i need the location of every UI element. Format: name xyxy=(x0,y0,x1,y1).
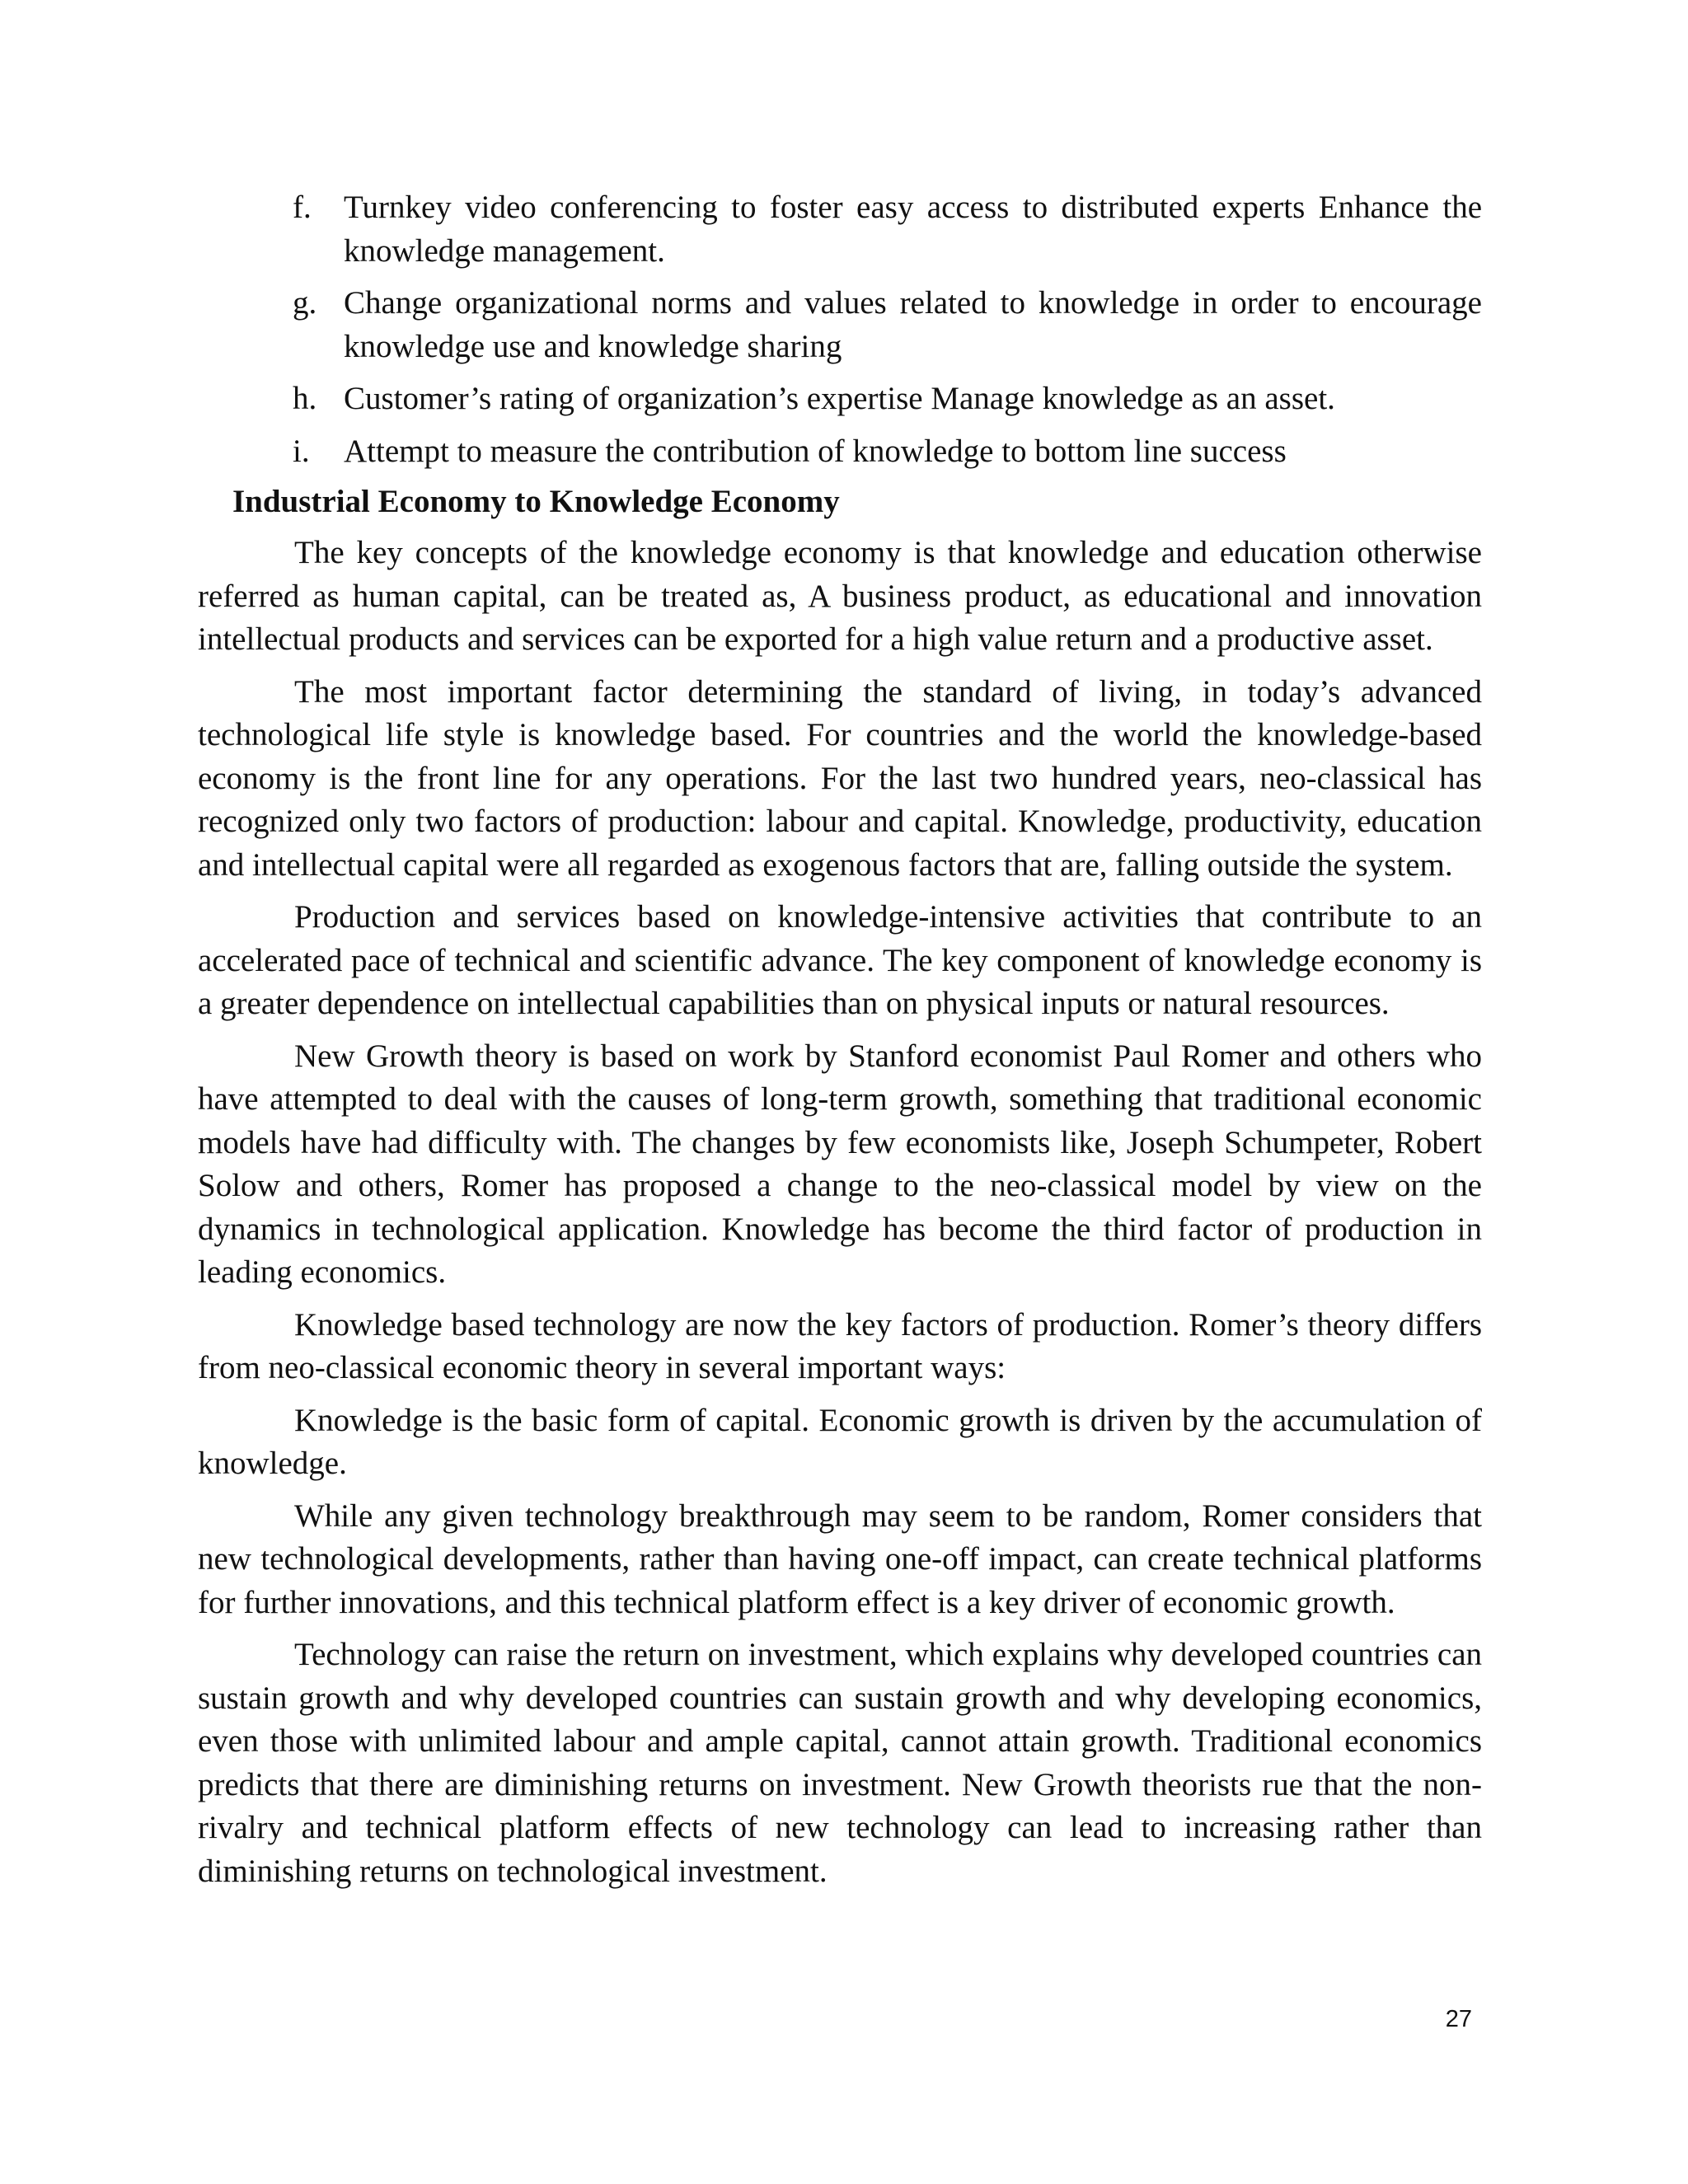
paragraph: The key concepts of the knowledge economy is that knowledge and education otherwise referred as human capital, can be treated as, A business product, as educational and innovation intellectual products and services can be exported for a high value return and a productive asset. xyxy=(198,535,1482,657)
paragraph: While any given technology breakthrough may seem to be random, Romer considers that new technological developments, rather than having one-off impact, can create technical platforms for further innovations, and this technical platform effect is a key driver of economic growth. xyxy=(198,1497,1482,1620)
list-item xyxy=(293,377,1482,421)
list-item-text: Customer’s rating of organization’s expertise Manage knowledge as an asset. xyxy=(344,381,1335,416)
list-item xyxy=(293,430,1482,474)
list-marker: f. xyxy=(293,190,312,225)
paragraph: Technology can raise the return on investment, which explains why developed countries can sustain growth and why developed countries can sustain growth and why developing economics, even those with unlimited labour and ample capital, cannot attain growth. Traditional economics predicts that there are diminishing returns on investment. New Growth theorists rue that the non-rivalry and technical platform effects of new technology can lead to increasing rather than diminishing returns on technological investment. xyxy=(198,1637,1482,1889)
paragraph: Knowledge based technology are now the key factors of production. Romer’s theory differs from neo-classical economic theory in several important ways: xyxy=(198,1306,1482,1385)
list-marker: i. xyxy=(293,433,310,469)
list-item xyxy=(293,186,1482,273)
list-item-text: Change organizational norms and values related to knowledge in order to encourage knowledge use and knowledge sharing xyxy=(344,285,1482,364)
list-item xyxy=(293,282,1482,368)
list-marker: h. xyxy=(293,381,317,416)
paragraph: The most important factor determining the standard of living, in today’s advanced technological life style is knowledge based. For countries and the world the knowledge-based economy is the front line for any operations. For the last two hundred years, neo-classical has recognized only two factors of production: labour and capital. Knowledge, productivity, education and intellectual capital were all regarded as exogenous factors that are, falling outside the system. xyxy=(198,673,1482,883)
bullet-list xyxy=(293,186,1482,482)
list-item-text: Turnkey video conferencing to foster easy access to distributed experts Enhance the knowledge management. xyxy=(344,190,1482,269)
body-text xyxy=(198,532,1482,1902)
list-marker: g. xyxy=(293,285,317,321)
paragraph: Knowledge is the basic form of capital. Economic growth is driven by the accumulation of knowledge. xyxy=(198,1402,1482,1481)
section-heading: Industrial Economy to Knowledge Economy xyxy=(232,484,840,519)
paragraph: Production and services based on knowledge-intensive activities that contribute to an accelerated pace of technical and scientific advance. The key component of knowledge economy is a greater dependence on intellectual capabilities than on physical inputs or natural resources. xyxy=(198,899,1482,1021)
page-number: 27 xyxy=(1445,2006,1472,2032)
paragraph: New Growth theory is based on work by Stanford economist Paul Romer and others who have attempted to deal with the causes of long-term growth, something that traditional economic models have had difficulty with. The changes by few economists like, Joseph Schumpeter, Robert Solow and others, Romer has proposed a change to the neo-classical model by view on the dynamics in technological application. Knowledge has become the third factor of production in leading economics. xyxy=(198,1038,1482,1290)
list-item-text: Attempt to measure the contribution of knowledge to bottom line success xyxy=(344,433,1287,469)
